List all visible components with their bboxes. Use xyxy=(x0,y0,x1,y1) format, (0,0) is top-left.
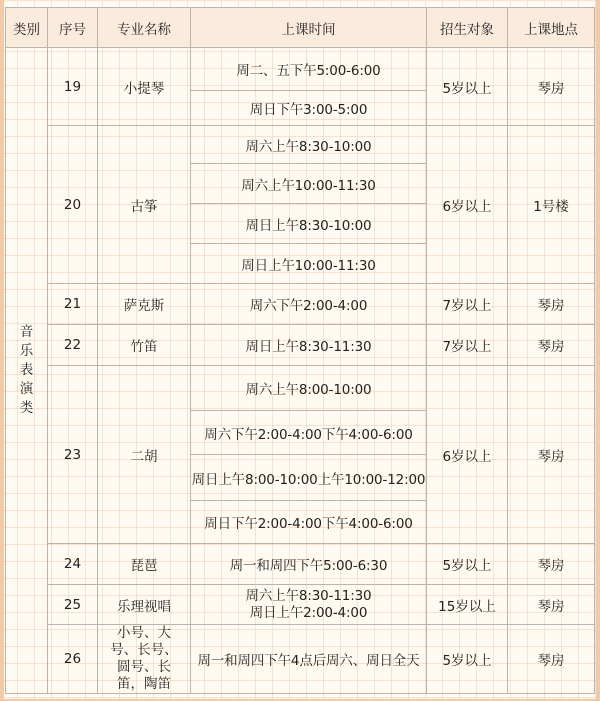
table-row xyxy=(6,48,595,91)
course-name: 小提琴 xyxy=(98,48,191,126)
table-row xyxy=(6,284,595,325)
course-name: 二胡 xyxy=(98,366,191,544)
header-number: 序号 xyxy=(48,8,98,48)
course-number: 21 xyxy=(48,284,98,325)
header-location: 上课地点 xyxy=(508,8,595,48)
class-time: 周六下午2:00-4:00 xyxy=(191,284,427,325)
course-name: 乐理视唱 xyxy=(98,585,191,625)
course-number: 24 xyxy=(48,544,98,585)
class-time: 周二、五下午5:00-6:00 xyxy=(191,48,427,91)
header-category: 类别 xyxy=(6,8,48,48)
course-name: 古筝 xyxy=(98,126,191,284)
course-number: 19 xyxy=(48,48,98,126)
class-time: 周日下午3:00-5:00 xyxy=(191,91,427,126)
course-location: 琴房 xyxy=(508,585,595,625)
course-location: 琴房 xyxy=(508,625,595,694)
course-number: 26 xyxy=(48,625,98,694)
class-time: 周日下午2:00-4:00下午4:00-6:00 xyxy=(191,501,427,544)
table-row xyxy=(6,126,595,164)
header-course-name: 专业名称 xyxy=(98,8,191,48)
class-time-line: 周六上午8:30-11:30 xyxy=(245,587,372,604)
table-row xyxy=(6,325,595,366)
course-location: 琴房 xyxy=(508,284,595,325)
header-row xyxy=(6,8,595,48)
course-name xyxy=(98,625,191,694)
course-name: 竹笛 xyxy=(98,325,191,366)
class-time: 周一和周四下午4点后周六、周日全天 xyxy=(191,625,427,694)
course-location: 琴房 xyxy=(508,366,595,544)
course-number: 20 xyxy=(48,126,98,284)
course-number: 23 xyxy=(48,366,98,544)
course-location: 1号楼 xyxy=(508,126,595,284)
class-time xyxy=(191,585,427,625)
course-target: 15岁以上 xyxy=(427,585,508,625)
course-target: 5岁以上 xyxy=(427,48,508,126)
class-time: 周日上午8:00-10:00上午10:00-12:00 xyxy=(191,455,427,501)
course-target: 6岁以上 xyxy=(427,126,508,284)
table-row xyxy=(6,366,595,411)
course-name: 萨克斯 xyxy=(98,284,191,325)
course-name: 琵琶 xyxy=(98,544,191,585)
course-location: 琴房 xyxy=(508,48,595,126)
course-number: 22 xyxy=(48,325,98,366)
course-target: 5岁以上 xyxy=(427,625,508,694)
course-name-text: 小号、大号、长号、圆号、长笛，陶笛 xyxy=(110,625,178,692)
course-target: 5岁以上 xyxy=(427,544,508,585)
class-time: 周日上午10:00-11:30 xyxy=(191,244,427,284)
header-target: 招生对象 xyxy=(427,8,508,48)
class-time: 周六上午8:00-10:00 xyxy=(191,366,427,411)
table-row xyxy=(6,544,595,585)
table-row xyxy=(6,585,595,625)
course-target: 7岁以上 xyxy=(427,325,508,366)
class-time-line: 周日上午2:00-4:00 xyxy=(249,604,368,621)
course-number: 25 xyxy=(48,585,98,625)
class-time: 周六上午10:00-11:30 xyxy=(191,164,427,204)
course-target: 7岁以上 xyxy=(427,284,508,325)
class-time: 周六下午2:00-4:00下午4:00-6:00 xyxy=(191,411,427,455)
table-row xyxy=(6,625,595,694)
header-class-time: 上课时间 xyxy=(191,8,427,48)
course-location: 琴房 xyxy=(508,544,595,585)
class-time: 周日上午8:30-11:30 xyxy=(191,325,427,366)
category-cell xyxy=(6,48,48,694)
course-location: 琴房 xyxy=(508,325,595,366)
class-time: 周一和周四下午5:00-6:30 xyxy=(191,544,427,585)
class-time: 周六上午8:30-10:00 xyxy=(191,126,427,164)
course-target: 6岁以上 xyxy=(427,366,508,544)
class-time: 周日上午8:30-10:00 xyxy=(191,204,427,244)
course-schedule-table xyxy=(5,7,595,694)
category-label: 音乐表演类 xyxy=(19,324,34,416)
